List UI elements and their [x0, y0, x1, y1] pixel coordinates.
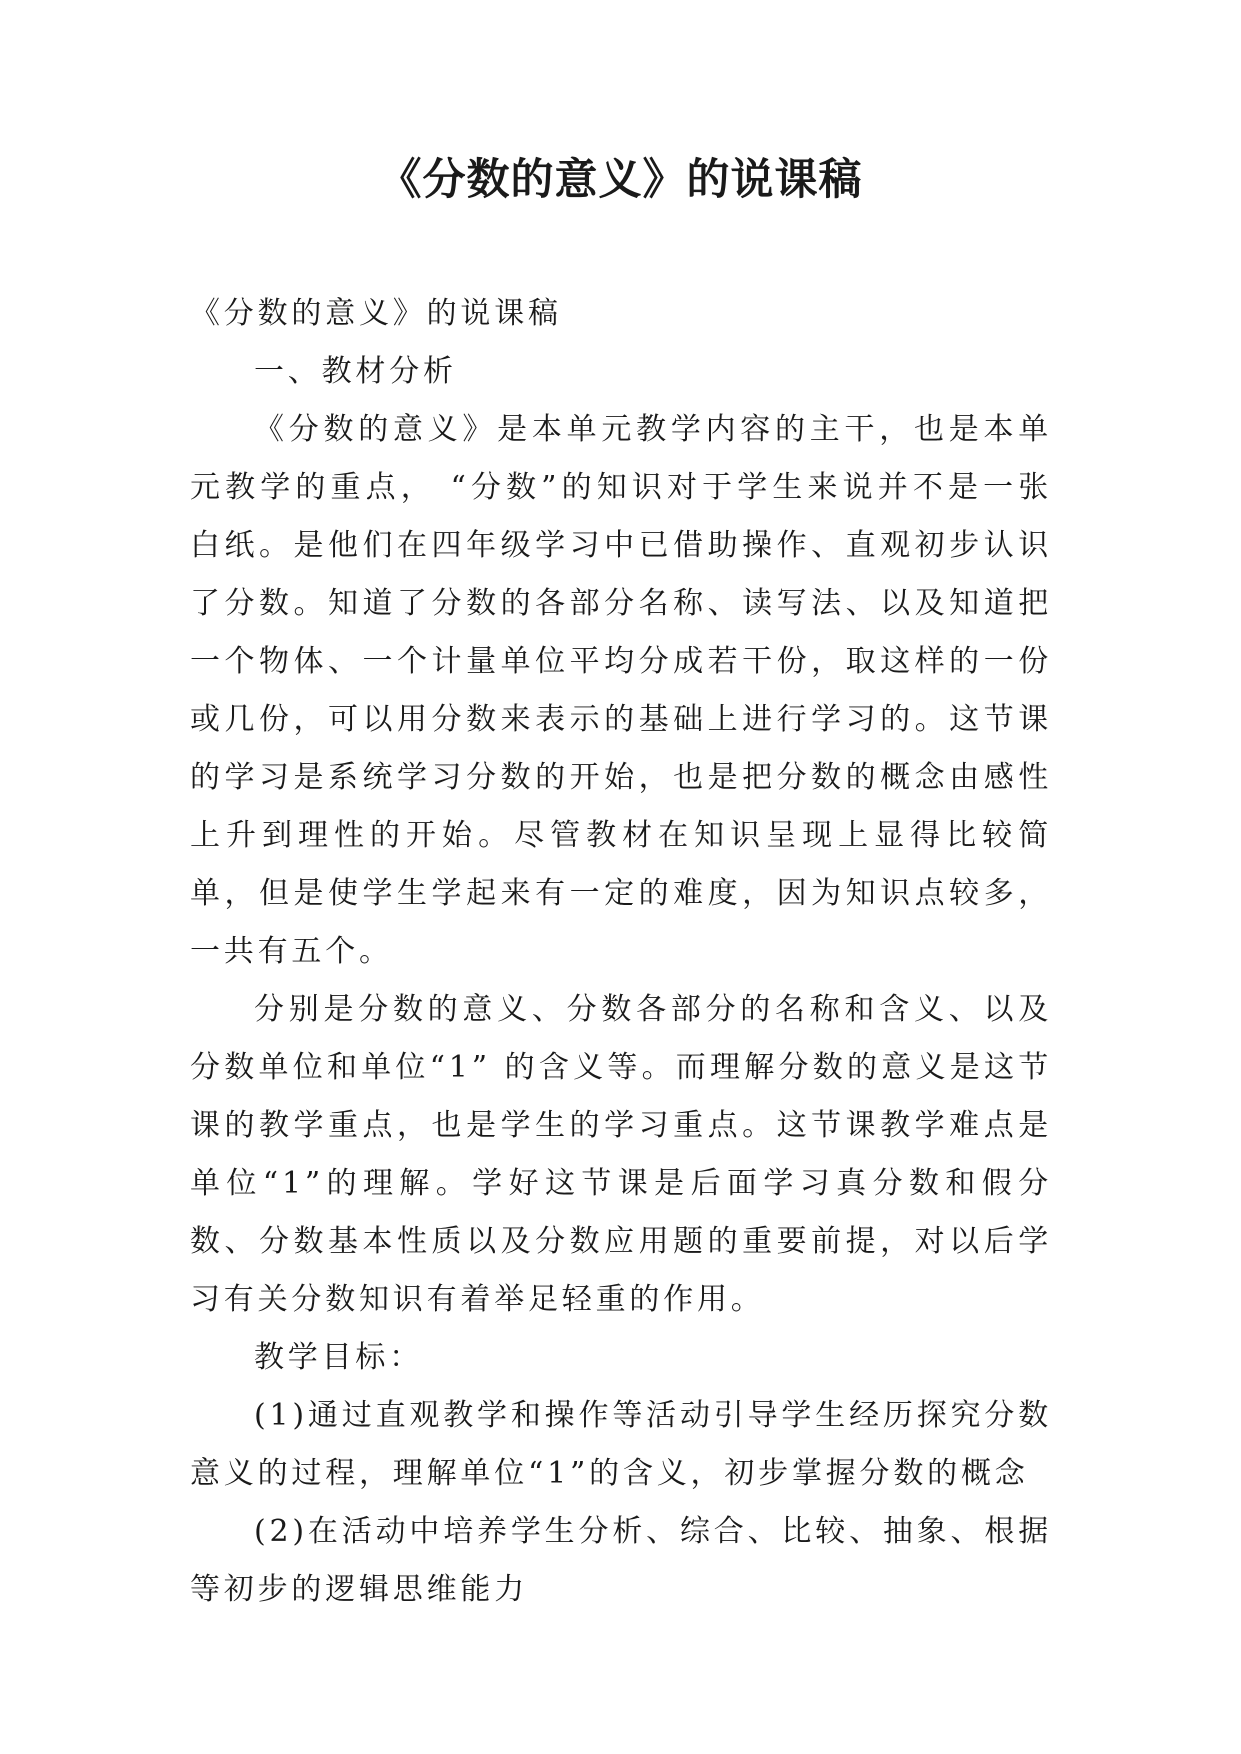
goal-item: (1)通过直观教学和操作等活动引导学生经历探究分数意义的过程，理解单位“1”的含义，初步掌握分数的概念 — [190, 1398, 1052, 1491]
body-paragraph: 《分数的意义》是本单元教学内容的主干，也是本单元教学的重点， “分数”的知识对于学生来说并不是一张白纸。是他们在四年级学习中已借助操作、直观初步认识了分数。知道了分数的各部分名称、读写法、以及知道把一个物体、一个计量单位平均分成若干份，取这样的一份或几份，可以用分数来表示的基础上进行学习的。这节课的学习是系统学习分数的开始，也是把分数的概念由感性上升到理性的开始。尽管教材在知识呈现上显得比较简单，但是使学生学起来有一定的难度，因为知识点较多，一共有五个。 — [190, 412, 1052, 969]
body-paragraph: 分别是分数的意义、分数各部分的名称和含义、以及分数单位和单位“1” 的含义等。而理解分数的意义是这节课的教学重点，也是学生的学习重点。这节课教学难点是单位“1”的理解。学好这节课是后面学习真分数和假分数、分数基本性质以及分数应用题的重要前提，对以后学习有关分数知识有着举足轻重的作用。 — [190, 992, 1052, 1317]
document-title: 《分数的意义》的说课稿 — [378, 155, 863, 205]
section-heading-textbook-analysis: 一、教材分析 — [254, 354, 457, 389]
subtitle-paragraph: 《分数的意义》的说课稿 — [190, 296, 562, 331]
goal-item: (2)在活动中培养学生分析、综合、比较、抽象、根据等初步的逻辑思维能力 — [190, 1514, 1052, 1607]
document-body — [190, 285, 1052, 1619]
section-heading-teaching-goals: 教学目标： — [254, 1340, 423, 1375]
